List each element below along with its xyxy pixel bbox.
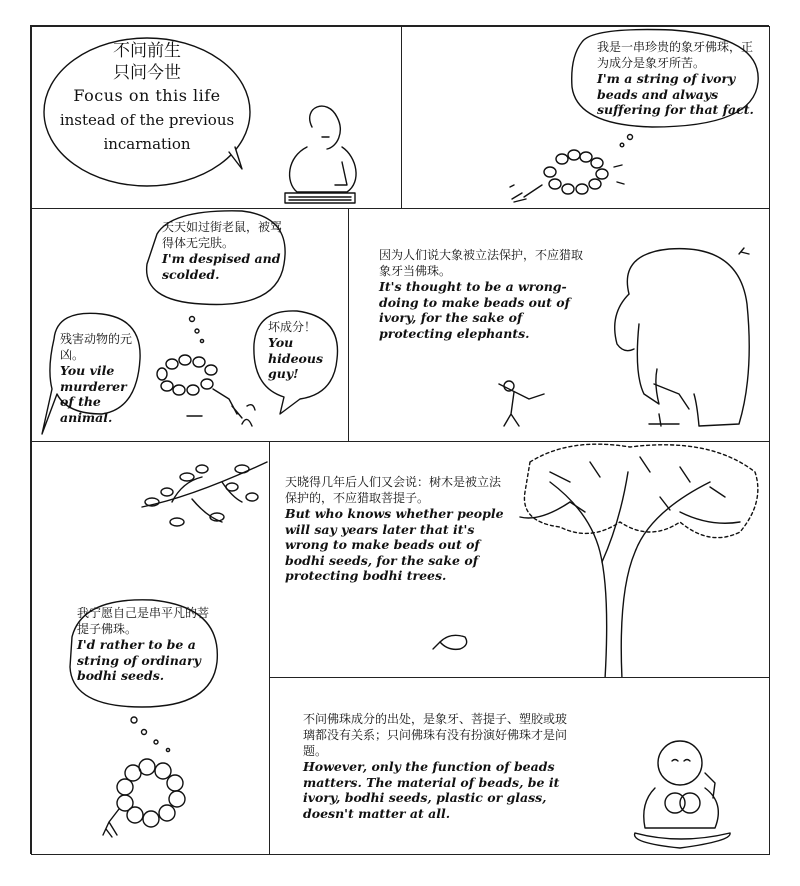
meditating-monk-icon [620,733,750,853]
panel-1-en-line-1: Focus on this life [73,86,221,105]
panel-6-caption [285,474,510,584]
panel-5-en: I'd rather to be a string of ordinary bodhi seeds. [77,637,201,683]
tiny-beads-icon [430,627,480,657]
bodhi-tree-icon [510,442,770,678]
panel-1-text [52,40,242,156]
panel-3-bubble-3-zh: 坏成分！ [268,320,317,334]
panel-4-en: It's thought to be a wrong-doing to make beads out of ivory, for the sake of protecting elephants. [379,279,570,341]
panel-1 [31,26,402,209]
panel-2-caption [597,39,755,118]
panel-4 [348,208,770,442]
panel-3-bubble-2-en: You vile murderer of the animal. [60,363,127,425]
panel-2-en: I'm a string of ivory beads and always suffering for that fact. [597,71,754,117]
panel-3-bubble-top [162,219,282,282]
elephant-icon [599,234,759,434]
panel-3-bubble-1-zh: 天天如过街老鼠，被骂得体无完肤。 [162,220,283,250]
monk-figure-icon [267,87,377,207]
panel-7-en: However, only the function of beads matters. The material of beads, be it ivory, bodhi seeds, plastic or glass, doesn't matter at all. [303,759,560,821]
panel-1-en-line-2: instead of the previous [59,111,235,129]
comic-page [30,25,769,854]
panel-6 [269,441,770,678]
panel-5-caption [77,605,215,684]
panel-5 [31,441,270,855]
panel-3-bubble-3-en: You hideous guy! [268,335,323,381]
panel-1-en-line-3: incarnation [103,135,191,153]
hunter-figure-icon [489,374,559,434]
panel-7 [269,677,770,855]
panel-6-zh: 天晓得几年后人们又会说：树木是被立法保护的，不应猎取菩提子。 [285,475,502,505]
panel-1-zh-line-1: 不问前生 [113,41,181,61]
ivory-beads-icon [502,127,652,207]
panel-4-caption [379,247,584,341]
panel-4-zh: 因为人们说大象被立法保护，不应猎取象牙当佛珠。 [379,248,584,278]
sad-beads-icon [147,344,257,434]
bodhi-beads-icon [97,747,207,847]
panel-7-caption [303,711,573,821]
panel-1-zh-line-2: 只问今世 [113,63,181,83]
panel-2-zh: 我是一串珍贵的象牙佛珠，正为成分是象牙所苦。 [597,40,754,70]
panel-3 [31,208,349,442]
panel-5-zh: 我宁愿自己是串平凡的菩提子佛珠。 [77,606,210,636]
panel-3-bubble-2-zh: 残害动物的元凶。 [60,332,133,362]
panel-3-bubble-left [60,331,138,425]
panel-7-zh: 不问佛珠成分的出处，是象牙、菩提子、塑胶或玻璃都没有关系；只问佛珠有没有扮演好佛珠才是问题。 [303,712,568,758]
panel-3-bubble-right [268,319,338,382]
panel-2 [401,26,770,209]
panel-3-bubble-1-en: I'm despised and scolded. [162,251,281,282]
panel-6-en: But who knows whether people will say years later that it's wrong to make beads out of bodhi seeds, for the sake of protecting bodhi trees. [285,506,504,583]
